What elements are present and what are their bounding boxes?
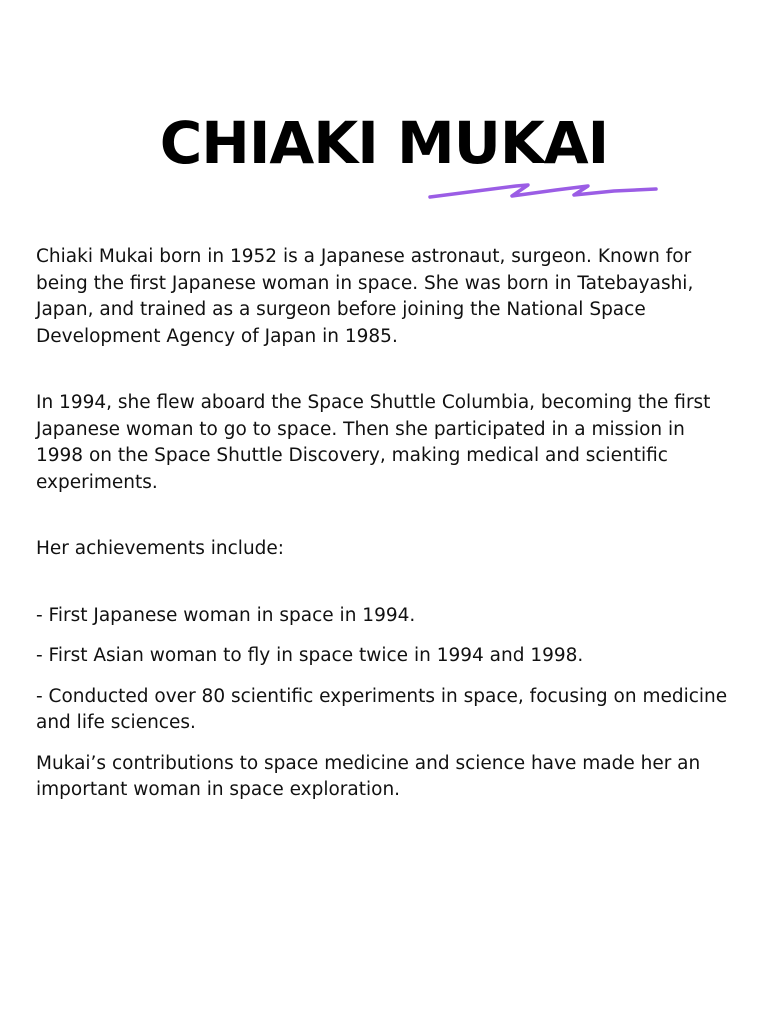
- achievement-item: - Conducted over 80 scientific experiments in space, focusing on medicine and life sciences.: [36, 685, 728, 733]
- squiggle-underline-icon: [428, 178, 660, 202]
- paragraph-closing: Mukai’s contributions to space medicine and science have made her an important woman in space exploration.: [36, 752, 701, 800]
- paragraph-intro: Chiaki Mukai born in 1952 is a Japanese astronaut, surgeon. Known for being the first Japanese woman in space. She was born in Tatebayashi, Japan, and trained as a surgeon before joining the National Space Development Agency of Japan in 1985.: [36, 246, 694, 347]
- page-title: CHIAKI MUKAI: [159, 109, 609, 177]
- achievement-item: - First Japanese woman in space in 1994.: [36, 604, 416, 626]
- achievements-heading: Her achievements include:: [36, 538, 285, 559]
- paragraph-missions: In 1994, she flew aboard the Space Shuttle Columbia, becoming the first Japanese woman to go to space. Then she participated in a mission in 1998 on the Space Shuttle Discovery, making medical and scientific experiments.: [36, 392, 711, 493]
- achievement-item: - First Asian woman to fly in space twice in 1994 and 1998.: [36, 645, 584, 666]
- article-body: [36, 244, 736, 844]
